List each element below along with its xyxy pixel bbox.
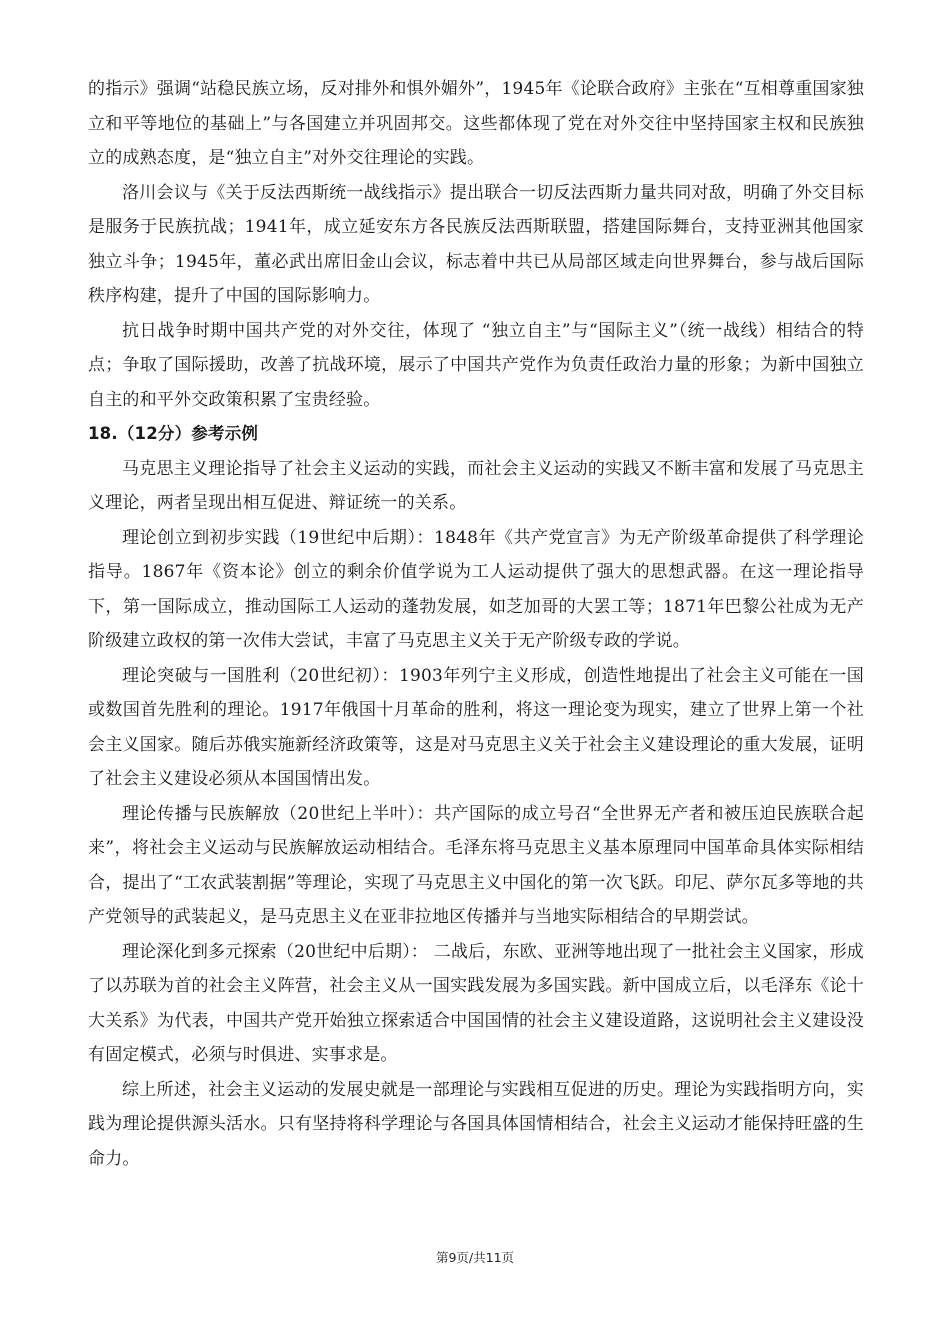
paragraph-stage-3: 理论传播与民族解放（20世纪上半叶）：共产国际的成立号召“全世界无产者和被压迫民族联合起来”，将社会主义运动与民族解放运动相结合。毛泽东将马克思主义基本原理同中国革命具体实际相结合，提出了“工农武装割据”等理论，实现了马克思主义中国化的第一次飞跃。印尼、萨尔瓦多等地的共产党领导的武装起义，是马克思主义在亚非拉地区传播并与当地实际相结合的早期尝试。 [88,803,864,927]
paragraph-continuation: 的指示》强调“站稳民族立场，反对排外和惧外媚外”，1945年《论联合政府》主张在“互相尊重国家独立和平等地位的基础上”与各国建立并巩固邦交。这些都体现了党在对外交往中坚持国家主权和民族独立的成熟态度，是“独立自主”对外交往理论的实践。 [88,79,864,168]
paragraph-conclusion: 综上所述，社会主义运动的发展史就是一部理论与实践相互促进的历史。理论为实践指明方向，实践为理论提供源头活水。只有坚持将科学理论与各国具体国情相结合，社会主义运动才能保持旺盛的生命力。 [88,1079,864,1169]
paragraph-stage-2: 理论突破与一国胜利（20世纪初）：1903年列宁主义形成，创造性地提出了社会主义可能在一国或数国首先胜利的理论。1917年俄国十月革命的胜利，将这一理论变为现实，建立了世界上第一个社会主义国家。随后苏俄实施新经济政策等，这是对马克思主义关于社会主义建设理论的重大发展，证明了社会主义建设必须从本国国情出发。 [88,665,864,789]
paragraph-thesis: 马克思主义理论指导了社会主义运动的实践，而社会主义运动的实践又不断丰富和发展了马克思主义理论，两者呈现出相互促进、辩证统一的关系。 [88,458,864,513]
page-number: 第9页/共11页 [435,1250,515,1265]
question-18-heading: 18.（12分）参考示例 [88,424,259,443]
paragraph-stage-4: 理论深化到多元探索（20世纪中后期）： 二战后，东欧、亚洲等地出现了一批社会主义国家，形成了以苏联为首的社会主义阵营，社会主义从一国实践发展为多国实践。新中国成立后，以毛泽东《论十大关系》为代表，中国共产党开始独立探索适合中国国情的社会主义建设道路，这说明社会主义建设没有固定模式，必须与时俱进、实事求是。 [88,941,864,1065]
paragraph-summary-antijapanese: 抗日战争时期中国共产党的对外交往，体现了 “独立自主”与“国际主义”（统一战线）相结合的特点；争取了国际援助，改善了抗战环境，展示了中国共产党作为负责任政治力量的形象；为新中国独立自主的和平外交政策积累了宝贵经验。 [88,320,864,410]
document-page [88,72,864,1176]
paragraph-stage-1: 理论创立到初步实践（19世纪中后期）：1848年《共产党宣言》为无产阶级革命提供了科学理论指导。1867年《资本论》创立的剩余价值学说为工人运动提供了强大的思想武器。在这一理论指导下，第一国际成立，推动国际工人运动的蓬勃发展，如芝加哥的大罢工等；1871年巴黎公社成为无产阶级建立政权的第一次伟大尝试，丰富了马克思主义关于无产阶级专政的学说。 [88,527,864,651]
paragraph-luochuan: 洛川会议与《关于反法西斯统一战线指示》提出联合一切反法西斯力量共同对敌，明确了外交目标是服务于民族抗战；1941年，成立延安东方各民族反法西斯联盟，搭建国际舞台，支持亚洲其他国家独立斗争；1945年，董必武出席旧金山会议，标志着中共已从局部区域走向世界舞台，参与战后国际秩序构建，提升了中国的国际影响力。 [88,182,864,306]
